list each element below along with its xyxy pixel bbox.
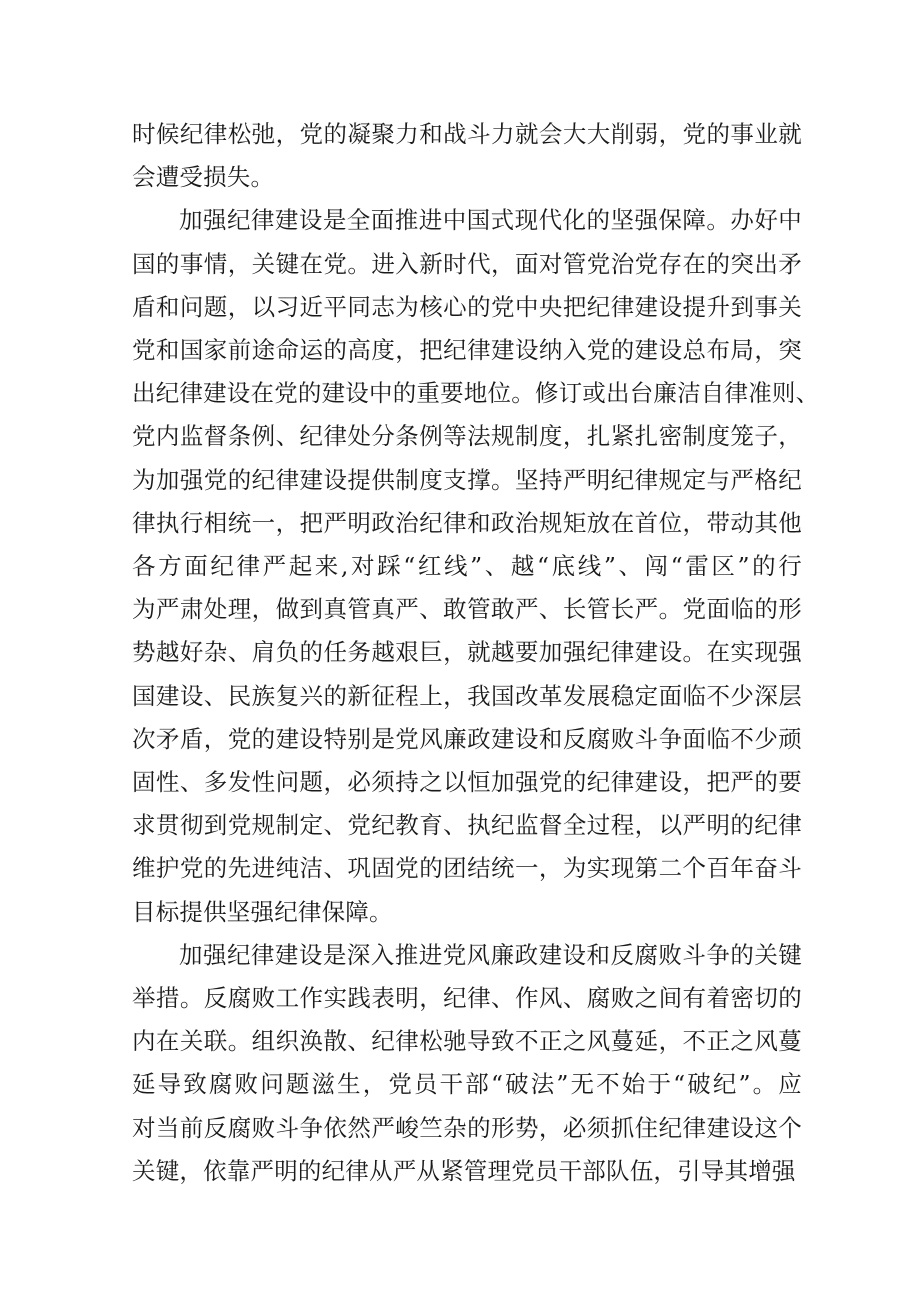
- text-line: 国的事情，关键在党。进入新时代，面对管党治党存在的突出矛: [132, 249, 802, 278]
- document-body: [132, 113, 820, 1193]
- text-line: 盾和问题，以习近平同志为核心的党中央把纪律建设提升到事关: [132, 292, 802, 321]
- text-line: 国建设、民族复兴的新征程上，我国改革发展稳定面临不少深层: [132, 681, 802, 710]
- text-line: 律执行相统一，把严明政治纪律和政治规矩放在首位，带动其他: [132, 508, 802, 537]
- paragraph: [132, 113, 802, 199]
- text-line: 加强纪律建设是深入推进党风廉政建设和反腐败斗争的关键: [179, 940, 802, 969]
- paragraph: [132, 934, 802, 1193]
- text-line: 为严肃处理，做到真管真严、敢管敢严、长管长严。党面临的形: [132, 595, 802, 624]
- text-line: 次矛盾，党的建设特别是党风廉政建设和反腐败斗争面临不少顽: [132, 724, 802, 753]
- text-line: 维护党的先进纯洁、巩固党的团结统一，为实现第二个百年奋斗: [132, 854, 802, 883]
- text-line: 举措。反腐败工作实践表明，纪律、作风、腐败之间有着密切的: [132, 984, 802, 1013]
- text-line: 为加强党的纪律建设提供制度支撑。坚持严明纪律规定与严格纪: [132, 465, 802, 494]
- text-line: 出纪律建设在党的建设中的重要地位。修订或出台廉洁自律准则、: [132, 379, 820, 408]
- text-line: 延导致腐败问题滋生，党员干部“破法”无不始于“破纪”。应: [132, 1070, 802, 1099]
- text-line: 党和国家前途命运的高度，把纪律建设纳入党的建设总布局，突: [132, 336, 802, 365]
- text-line: 目标提供坚强纪律保障。: [132, 897, 393, 926]
- text-line: 内在关联。组织涣散、纪律松驰导致不正之风蔓延，不正之风蔓: [132, 1027, 802, 1056]
- text-line: 各方面纪律严起来,对踩“红线”、越“底线”、闯“雷区”的行: [132, 552, 802, 581]
- text-line: 对当前反腐败斗争依然严峻竺杂的形势，必须抓住纪律建设这个: [132, 1113, 802, 1142]
- text-line: 加强纪律建设是全面推进中国式现代化的坚强保障。办好中: [179, 206, 802, 235]
- text-line: 党内监督条例、纪律处分条例等法规制度，扎紧扎密制度笼子，: [132, 422, 802, 451]
- text-line: 关键，依靠严明的纪律从严从紧管理党员干部队伍，引导其增强: [132, 1156, 796, 1185]
- text-line: 时候纪律松弛，党的凝聚力和战斗力就会大大削弱，党的事业就: [132, 120, 802, 148]
- text-line: 会遭受损失。: [132, 163, 275, 192]
- text-line: 求贯彻到党规制定、党纪教育、执纪监督全过程，以严明的纪律: [132, 811, 802, 840]
- text-line: 固性、多发性问题，必须持之以恒加强党的纪律建设，把严的要: [132, 768, 802, 797]
- paragraph: [132, 199, 820, 933]
- text-line: 势越好杂、肩负的任务越艰巨，就越要加强纪律建设。在实现强: [132, 638, 802, 667]
